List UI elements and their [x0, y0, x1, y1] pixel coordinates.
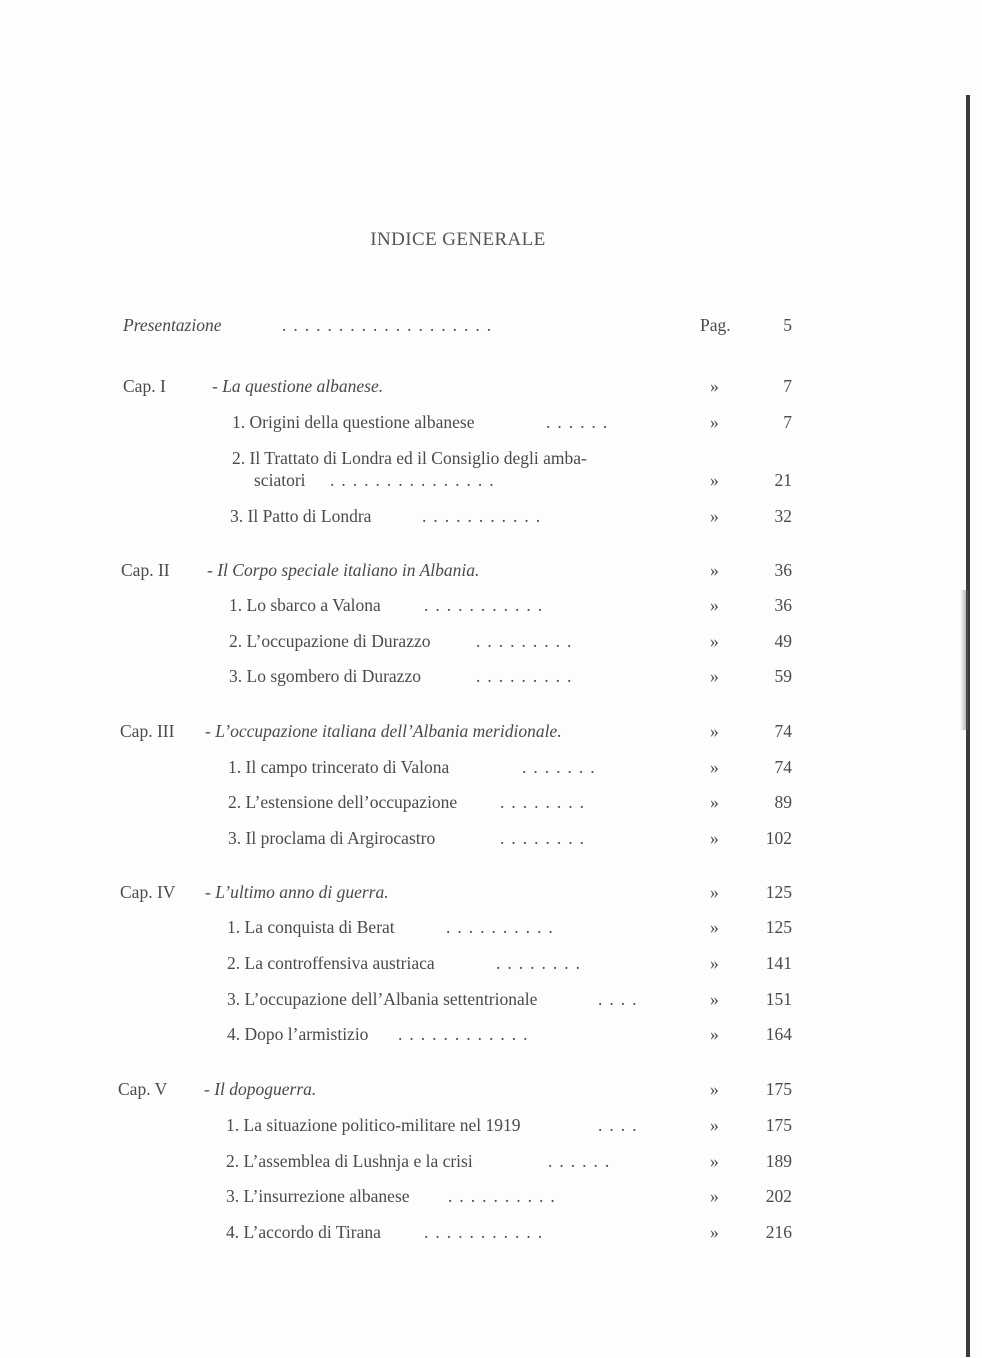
ditto-mark: » [710, 376, 719, 396]
section-label-continued: sciatori [254, 470, 306, 490]
ditto-mark: » [710, 721, 719, 741]
page-number: 202 [765, 1186, 792, 1206]
toc-section[interactable] [0, 1021, 982, 1047]
section-label: 3. L’occupazione dell’Albania settentrionale [227, 989, 538, 1009]
dot-leader: ........ [500, 828, 591, 848]
page-number: 59 [774, 666, 792, 686]
page-number: 125 [765, 882, 792, 902]
page-number: 151 [765, 989, 792, 1009]
toc-chapter-5[interactable] [0, 1076, 982, 1102]
toc-chapter-4[interactable] [0, 879, 982, 905]
ditto-mark: » [710, 1079, 719, 1099]
dot-leader: ........ [496, 953, 587, 973]
ditto-mark: » [710, 953, 719, 973]
ditto-mark: » [710, 1186, 719, 1206]
dot-leader: .......... [446, 917, 560, 937]
section-label: 1. La conquista di Berat [227, 917, 395, 937]
ditto-mark: » [710, 560, 719, 580]
entry-label: Presentazione [123, 315, 222, 335]
chapter-number: Cap. III [120, 721, 175, 741]
chapter-number: Cap. V [118, 1079, 168, 1099]
section-label: 1. Origini della questione albanese [232, 412, 475, 432]
section-label: 2. L’estensione dell’occupazione [228, 792, 458, 812]
dot-leader: ........... [424, 595, 550, 615]
toc-section[interactable] [0, 409, 982, 435]
toc-section-continued[interactable] [0, 467, 982, 493]
ditto-mark: » [710, 792, 719, 812]
section-label: 4. Dopo l’armistizio [227, 1024, 369, 1044]
dot-leader: .... [598, 989, 644, 1009]
toc-section[interactable] [0, 986, 982, 1012]
page-number: 21 [774, 470, 792, 490]
toc-section[interactable] [0, 789, 982, 815]
dot-leader: ...... [546, 412, 615, 432]
toc-chapter-3[interactable] [0, 718, 982, 744]
section-label: 3. Il proclama di Argirocastro [228, 828, 436, 848]
page-number: 175 [765, 1115, 792, 1135]
toc-section[interactable] [0, 1183, 982, 1209]
ditto-mark: » [710, 882, 719, 902]
page-number: 141 [765, 953, 792, 973]
toc-section[interactable] [0, 950, 982, 976]
page-number: 7 [783, 376, 792, 396]
section-label: 1. Il campo trincerato di Valona [228, 757, 450, 777]
ditto-mark: » [710, 989, 719, 1009]
section-label: 1. La situazione politico-militare nel 1919 [226, 1115, 521, 1135]
chapter-number: Cap. IV [120, 882, 176, 902]
page-number: 164 [765, 1024, 792, 1044]
page-number: 102 [765, 828, 792, 848]
page-number: 5 [783, 315, 792, 335]
page-number: 7 [783, 412, 792, 432]
ditto-mark: » [710, 595, 719, 615]
chapter-number: Cap. I [123, 376, 166, 396]
section-label: 2. L’occupazione di Durazzo [229, 631, 431, 651]
ditto-mark: » [710, 828, 719, 848]
section-label: 2. La controffensiva austriaca [227, 953, 435, 973]
page-number: 125 [765, 917, 792, 937]
page-number: 32 [774, 506, 792, 526]
section-label: 3. Lo sgombero di Durazzo [229, 666, 421, 686]
toc-section[interactable] [0, 914, 982, 940]
chapter-title: - L’ultimo anno di guerra. [205, 882, 389, 902]
page-number: 74 [774, 757, 792, 777]
dot-leader: ........... [422, 506, 548, 526]
ditto-mark: » [710, 1222, 719, 1242]
toc-chapter-1[interactable] [0, 373, 982, 399]
pag-label: Pag. [700, 315, 731, 335]
ditto-mark: » [710, 1151, 719, 1171]
toc-section[interactable] [0, 1112, 982, 1138]
ditto-mark: » [710, 470, 719, 490]
dot-leader: ............... [330, 470, 501, 490]
toc-section[interactable] [0, 503, 982, 529]
page-number: 189 [765, 1151, 792, 1171]
section-label: 3. Il Patto di Londra [230, 506, 372, 526]
section-label: 2. L’assemblea di Lushnja e la crisi [226, 1151, 473, 1171]
toc-section[interactable] [0, 754, 982, 780]
dot-leader: .... [598, 1115, 644, 1135]
page-number: 36 [774, 595, 792, 615]
page-number: 36 [774, 560, 792, 580]
page-number: 175 [765, 1079, 792, 1099]
dot-leader: ........ [500, 792, 591, 812]
chapter-title: - La questione albanese. [212, 376, 384, 396]
toc-section[interactable] [0, 1148, 982, 1174]
chapter-title: - Il dopoguerra. [204, 1079, 317, 1099]
section-label: 3. L’insurrezione albanese [226, 1186, 410, 1206]
chapter-title: - Il Corpo speciale italiano in Albania. [207, 560, 480, 580]
toc-section[interactable] [0, 663, 982, 689]
ditto-mark: » [710, 1024, 719, 1044]
toc-chapter-2[interactable] [0, 557, 982, 583]
ditto-mark: » [710, 1115, 719, 1135]
ditto-mark: » [710, 757, 719, 777]
section-label: 1. Lo sbarco a Valona [229, 595, 381, 615]
ditto-mark: » [710, 506, 719, 526]
ditto-mark: » [710, 412, 719, 432]
dot-leader: ...... [548, 1151, 617, 1171]
dot-leader: ........... [424, 1222, 550, 1242]
chapter-number: Cap. II [121, 560, 170, 580]
dot-leader: ....... [522, 757, 602, 777]
ditto-mark: » [710, 666, 719, 686]
ditto-mark: » [710, 631, 719, 651]
dot-leader: ......... [476, 631, 579, 651]
page-number: 89 [774, 792, 792, 812]
page-number: 216 [765, 1222, 792, 1242]
toc-section[interactable] [0, 825, 982, 851]
page-number: 74 [774, 721, 792, 741]
dot-leader: .......... [448, 1186, 562, 1206]
toc-section[interactable] [0, 628, 982, 654]
page-title: INDICE GENERALE [370, 229, 546, 250]
page-number: 49 [774, 631, 792, 651]
section-label: 2. Il Trattato di Londra ed il Consiglio degli amba- [232, 448, 587, 468]
toc-section[interactable] [0, 1219, 982, 1245]
dot-leader: ................... [282, 315, 499, 335]
chapter-title: - L’occupazione italiana dell’Albania meridionale. [205, 721, 562, 741]
ditto-mark: » [710, 917, 719, 937]
toc-entry-presentazione[interactable] [0, 312, 982, 338]
dot-leader: ............ [398, 1024, 535, 1044]
toc-section[interactable] [0, 592, 982, 618]
section-label: 4. L’accordo di Tirana [226, 1222, 381, 1242]
dot-leader: ......... [476, 666, 579, 686]
